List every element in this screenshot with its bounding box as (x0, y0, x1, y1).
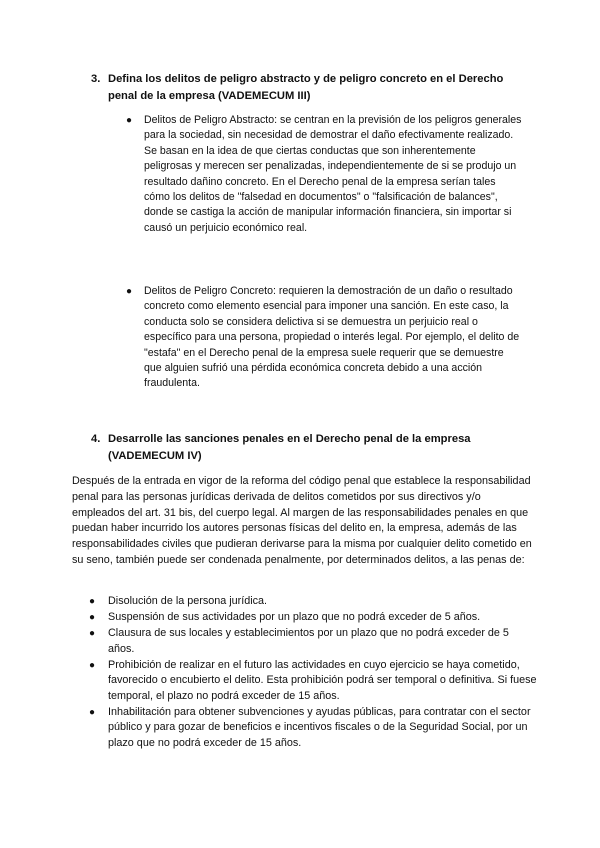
bullet-icon: ● (89, 706, 96, 718)
list-item (89, 658, 538, 705)
abstract-danger-text: Delitos de Peligro Abstracto: se centran en la previsión de los peligros generales para la sociedad, sin necesidad de demostrar el daño efectivamente realizado. Se basan en la idea de que ciertas conductas que son inherentemente peligrosas y merecen ser penalizadas, independientemente de si se produjo un resultado dañino concreto. En el Derecho penal de la empresa serían tales cómo los delitos de "falsedad en documentos" o "falsificación de balances", donde se castiga la acción de manipular información financiera, sin importar si causó un perjuicio económico real. (144, 114, 522, 234)
bullet-icon: ● (89, 611, 96, 623)
list-item (89, 610, 538, 626)
list-item (89, 594, 538, 610)
penalty-text: Prohibición de realizar en el futuro las actividades en cuyo ejercicio se haya cometido, favorecido o encubierto el delito. Esta prohibición podrá ser temporal o definitiva. Si fuese temporal, el plazo no podrá exceder de 15 años. (108, 658, 537, 702)
section-4-paragraph: Después de la entrada en vigor de la reforma del código penal que establece la responsabilidad penal para las personas jurídicas derivada de delitos cometidos por sus directivos y/o empleados del art. 31 bis, del cuerpo legal. Al margen de las responsabilidades penales en que puedan haber incurrido los autores personas físicas del delito en, la empresa, además de las responsabilidades civiles que pudieran derivarse para la misma por cualquier delito cometido en su seno, también puede ser condenada penalmente, por determinados delitos, a las penas de: (72, 475, 532, 566)
bullet-icon: ● (126, 286, 133, 297)
bullet-icon: ● (89, 596, 96, 607)
section-3-heading (91, 71, 528, 105)
section-3-title: Defina los delitos de peligro abstracto y de peligro concreto en el Derecho penal de la empresa (VADEMECUM III) (108, 73, 504, 102)
list-item (89, 705, 538, 752)
penalties-list (89, 594, 538, 752)
bullet-icon: ● (89, 627, 96, 639)
bullet-icon: ● (126, 115, 133, 126)
abstract-danger-bullet (126, 113, 524, 236)
section-4-title: Desarrolle las sanciones penales en el Derecho penal de la empresa (VADEMECUM IV) (108, 433, 471, 462)
bullet-icon: ● (89, 659, 96, 671)
concrete-danger-bullet (126, 284, 524, 392)
penalty-text: Clausura de sus locales y establecimientos por un plazo que no podrá exceder de 5 años. (108, 626, 509, 655)
penalty-text: Disolución de la persona jurídica. (108, 595, 268, 607)
section-4-number: 4. (91, 433, 101, 445)
concrete-danger-text: Delitos de Peligro Concreto: requieren la demostración de un daño o resultado concreto como elemento esencial para imponer una sanción. En este caso, la conducta solo se considera delictiva si se demuestra un perjuicio real o específico para una persona, propiedad o interés legal. Por ejemplo, el delito de "estafa" en el Derecho penal de la empresa suele requerir que se demuestre que alguien sufrió una pérdida económica concreta debido a una acción fraudulenta. (144, 285, 520, 390)
penalty-text: Inhabilitación para obtener subvenciones y ayudas públicas, para contratar con el sector público y para gozar de beneficios e incentivos fiscales o de la Seguridad Social, por un plazo que no podrá exceder de 15 años. (108, 705, 531, 749)
section-3-number: 3. (91, 73, 101, 85)
section-4-heading (91, 431, 508, 465)
penalty-text: Suspensión de sus actividades por un plazo que no podrá exceder de 5 años. (108, 610, 481, 623)
list-item (89, 626, 538, 657)
